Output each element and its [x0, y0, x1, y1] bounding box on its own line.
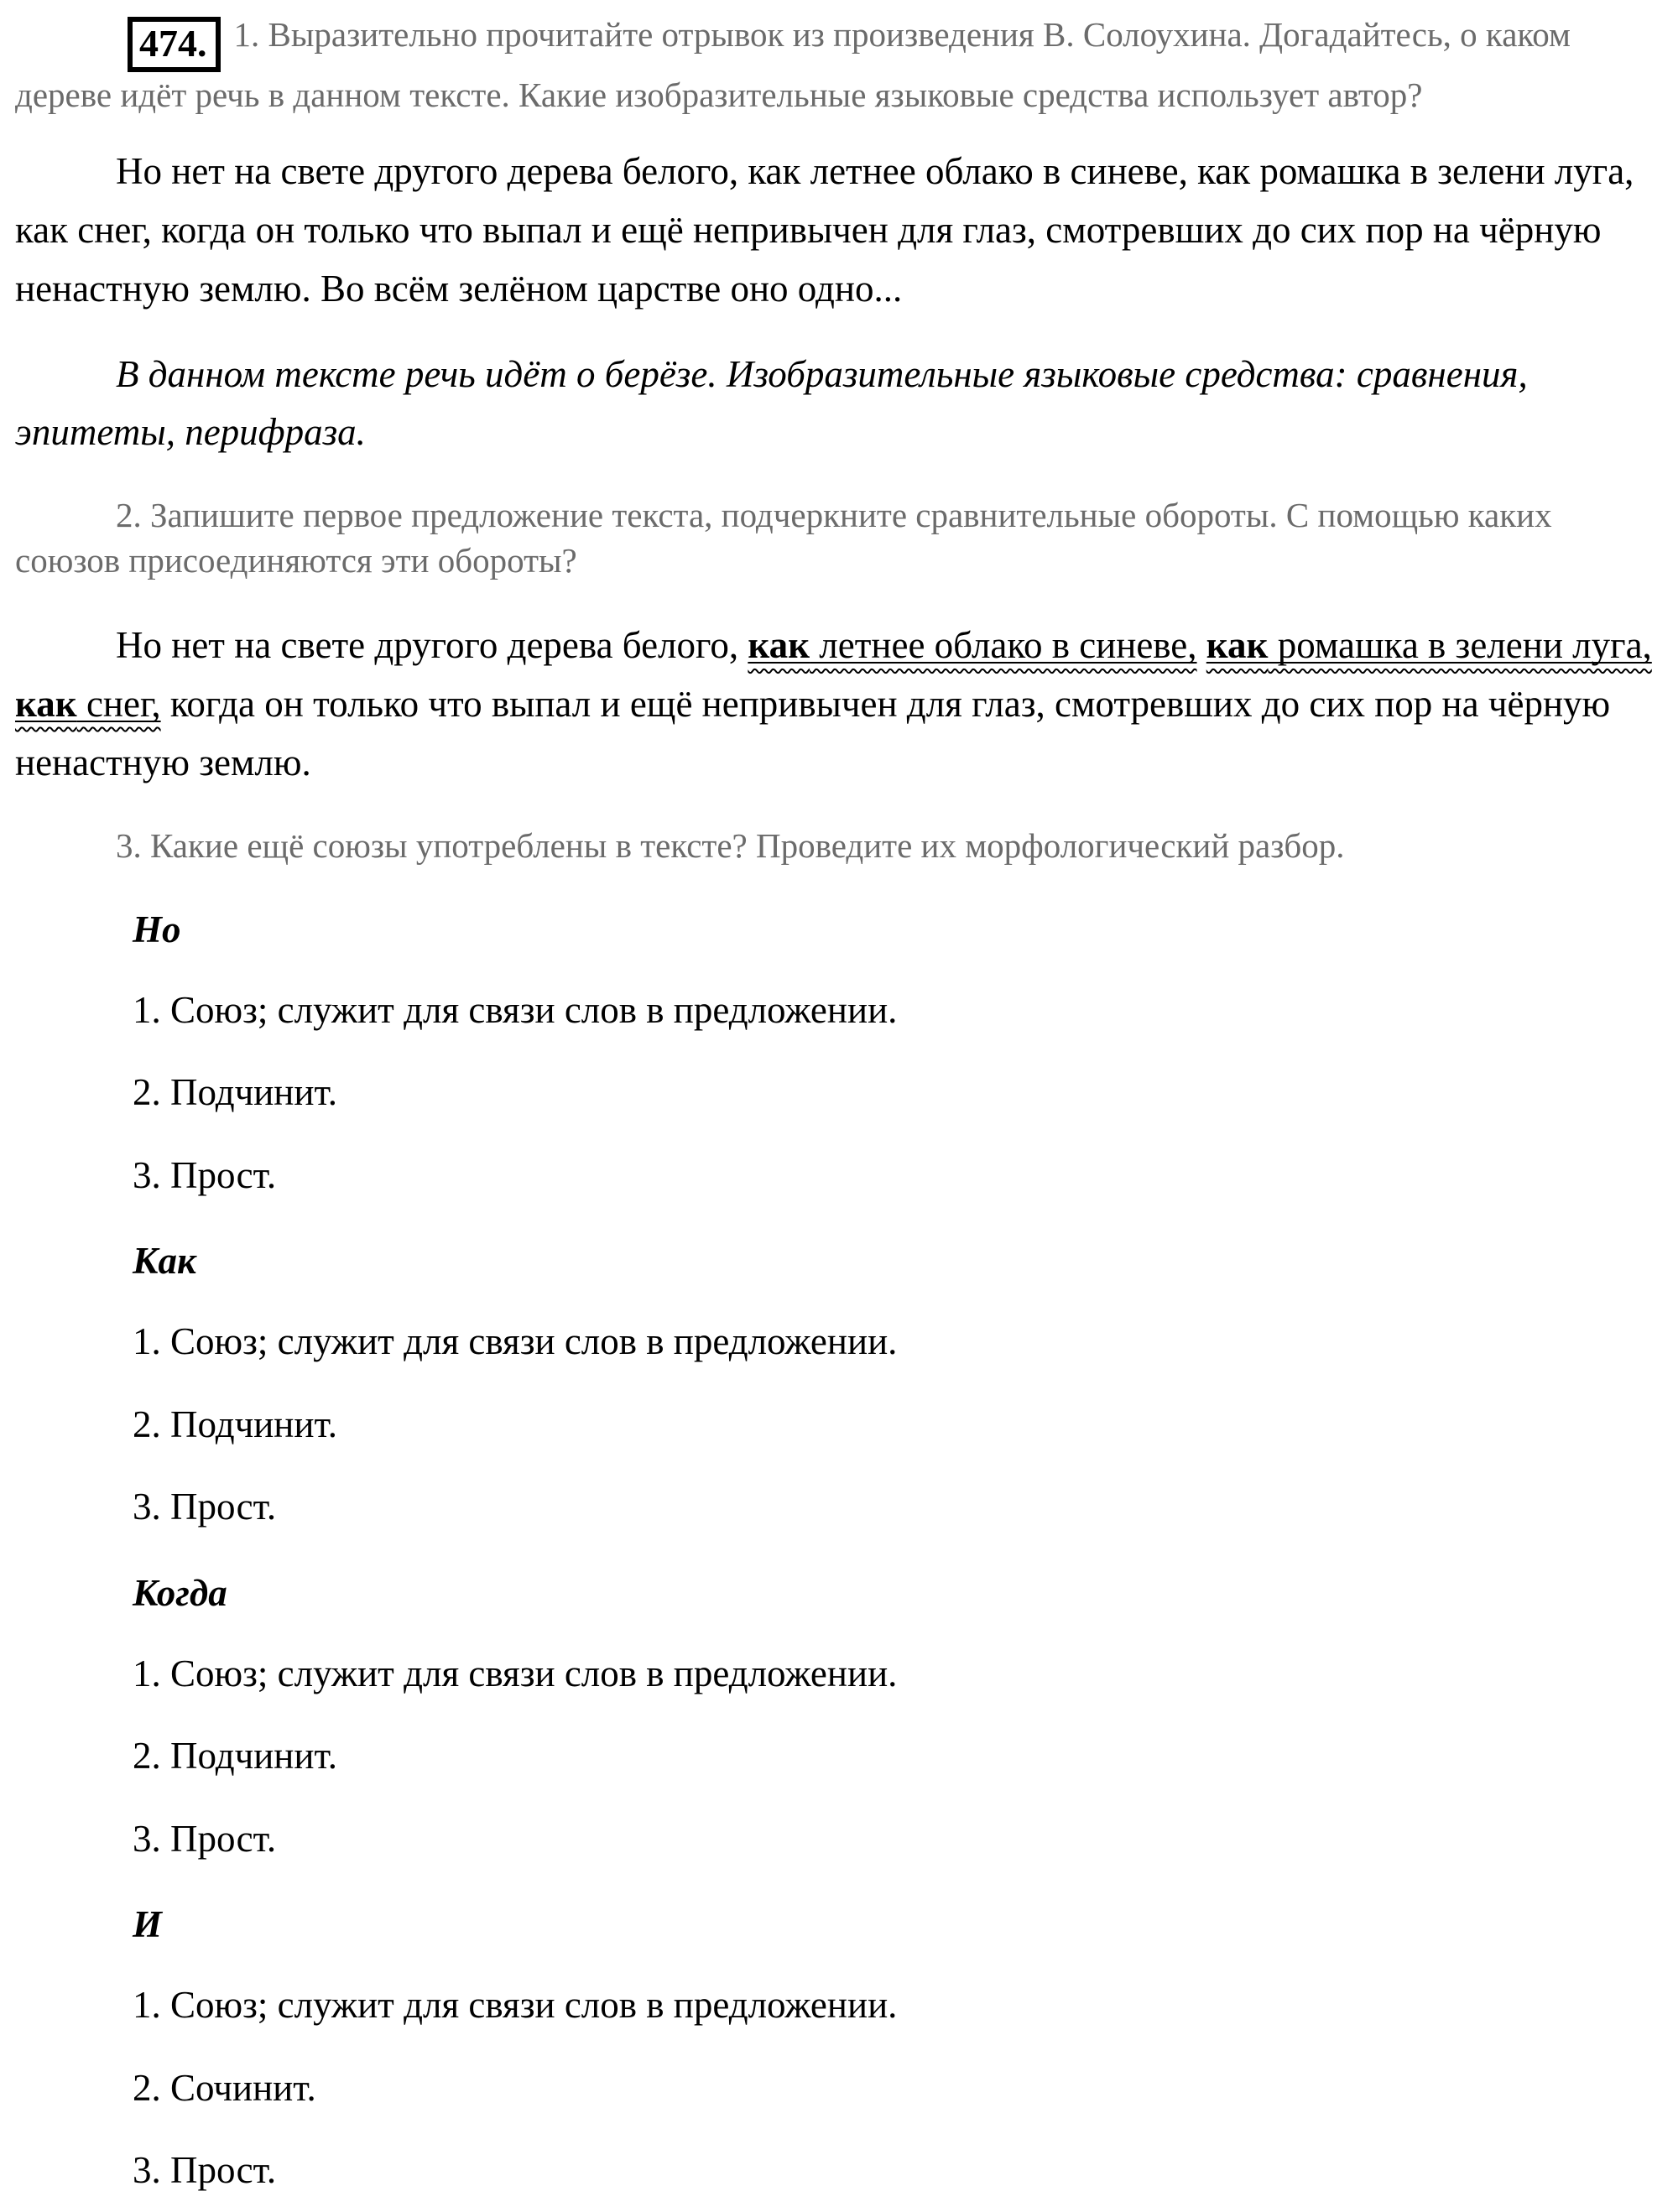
- analysis-item: 1. Союз; служит для связи слов в предложении.: [133, 1320, 898, 1363]
- analysis-item: 3. Прост.: [133, 1817, 277, 1860]
- task1-text: 1. Выразительно прочитайте отрывок из произведения В. Солоухина. Догадайтесь, о каком дереве идёт речь в данном тексте. Какие изобразительные языковые средства использует автор?: [15, 15, 1571, 115]
- task2-text: 2. Запишите первое предложение текста, подчеркните сравнительные обороты. С помощью каких союзов присоединяются эти обороты?: [15, 496, 1552, 580]
- analysis-word-no: Но: [133, 908, 181, 950]
- analysis-item: 1. Союз; служит для связи слов в предложении.: [133, 1984, 898, 2027]
- answer2-paragraph: [15, 617, 1653, 792]
- analysis-item: 3. Прост.: [133, 2149, 277, 2192]
- analysis-item: 1. Союз; служит для связи слов в предложении.: [133, 988, 898, 1031]
- comparative-text-3: снег,: [76, 683, 161, 726]
- analysis-item: 1. Союз; служит для связи слов в предложении.: [133, 1652, 898, 1694]
- analysis-item: 2. Подчинит.: [133, 1403, 338, 1445]
- conjunction-kak-1: как: [748, 624, 810, 667]
- sentence-plain: Но нет на свете другого дерева белого,: [116, 624, 748, 667]
- conjunction-kak-3: как: [15, 683, 77, 726]
- comparative-text-2: ромашка в зелени луга,: [1268, 624, 1652, 667]
- comparative-phrase-2: [1206, 624, 1652, 666]
- sentence-plain: когда он только что выпал и ещё непривычен для глаз, смотревших до сих пор на чёрную ненастную землю.: [15, 683, 1611, 783]
- analysis-item: 2. Подчинит.: [133, 1071, 338, 1114]
- comparative-phrase-3: [15, 683, 161, 725]
- analysis-word-i: И: [133, 1903, 163, 1946]
- analysis-word-kak: Как: [133, 1240, 196, 1283]
- analysis-item: 3. Прост.: [133, 1153, 277, 1196]
- comparative-text-1: летнее облако в синеве,: [810, 624, 1197, 667]
- answer1-paragraph: В данном тексте речь идёт о берёзе. Изобразительные языковые средства: сравнения, эпитеты, перифраза.: [15, 352, 1528, 454]
- analysis-item: 3. Прост.: [133, 1486, 277, 1528]
- task1-paragraph: [15, 12, 1653, 117]
- task3-text: 3. Какие ещё союзы употреблены в тексте? Проведите их морфологический разбор.: [116, 825, 1345, 865]
- analysis-item: 2. Сочинит.: [133, 2066, 316, 2109]
- comparative-phrase-1: [748, 624, 1196, 666]
- conjunction-kak-2: как: [1206, 624, 1269, 667]
- excerpt-paragraph: Но нет на свете другого дерева белого, как летнее облако в синеве, как ромашка в зелени луга, как снег, когда он только что выпал и ещё непривычен для глаз, смотревших до сих пор на чёрную ненастную землю. Во всём зелёном царстве оно одно...: [15, 150, 1634, 310]
- sentence-plain: [1197, 624, 1206, 666]
- analysis-word-kogda: Когда: [133, 1571, 227, 1614]
- exercise-number-box: 474.: [128, 17, 221, 72]
- analysis-item: 2. Подчинит.: [133, 1735, 338, 1777]
